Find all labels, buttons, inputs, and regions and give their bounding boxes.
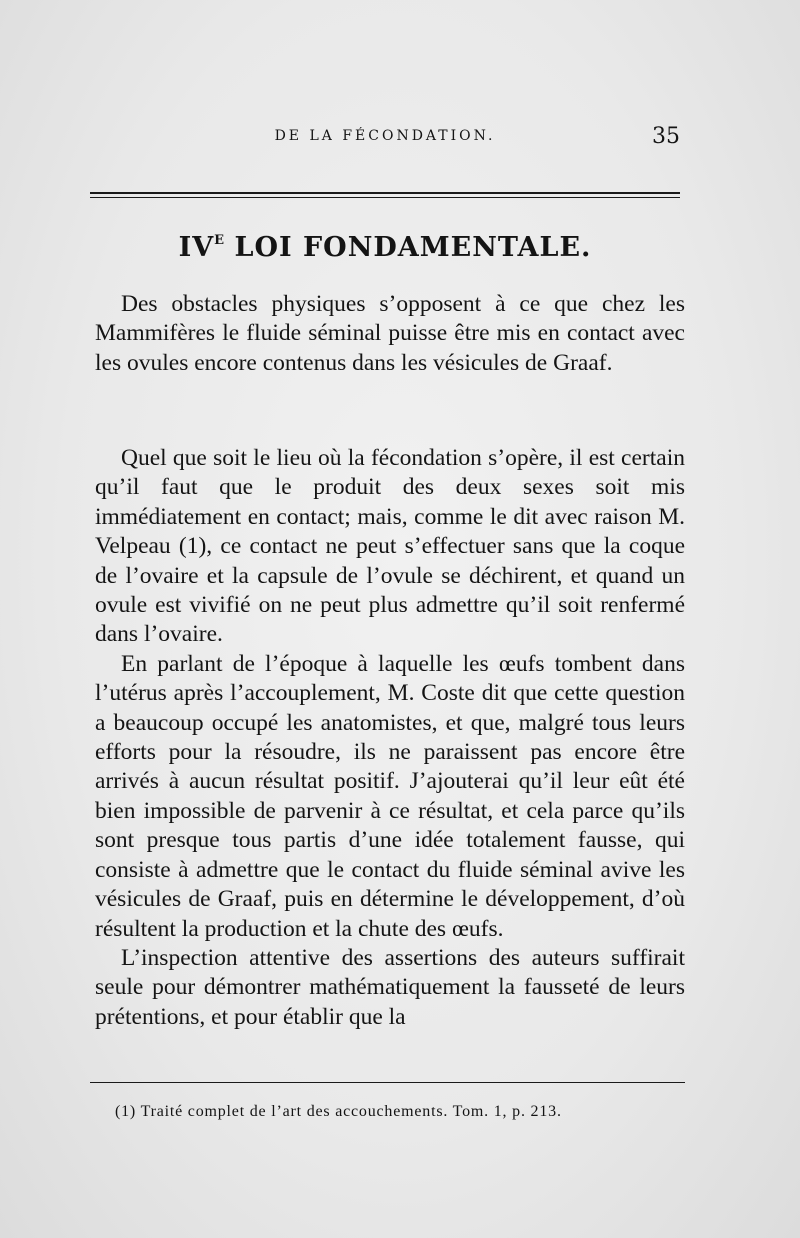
paragraph-1: Quel que soit le lieu où la fécondation s’opère, il est certain qu’il faut que le produit des deux sexes soit mis immédiatement en contact; mais, comme le dit avec raison M. Velpeau (1), ce contact ne peut s’effectuer sans que la coque de l’ovaire et la capsule de l’ovule se déchirent, et quand un ovule est vivifié on ne peut plus admettre qu’il soit renfermé dans l’ovaire.	[95, 445, 685, 648]
page-number: 35	[652, 124, 680, 149]
running-title: DE LA FÉCONDATION.	[274, 128, 496, 144]
law-statement	[95, 290, 685, 378]
section-title-text: LOI FONDAMENTALE.	[224, 232, 592, 263]
paragraph-2: En parlant de l’époque à laquelle les œufs tombent dans l’utérus après l’accouplement, M. Coste dit que cette question a beaucoup occupé les anatomistes, et que, malgré tous leurs efforts pour la résoudre, ils ne paraissent pas encore être arrivés à aucun résultat positif. J’ajouterai qu’il leur eût été bien impossible de parvenir à ce résultat, et cela parce qu’ils sont presque tous partis d’une idée totalement fausse, qui consiste à admettre que le contact du fluide séminal avive les vésicules de Graaf, puis en détermine le développement, d’où résultent la production et la chute des œufs.	[95, 650, 685, 942]
paragraph-3: L’inspection attentive des assertions des auteurs suffirait seule pour démontrer mathématiquement la fausseté de leurs prétentions, et pour établir que la	[95, 944, 685, 1030]
body-text	[95, 444, 685, 1032]
section-title-superscript: E	[214, 233, 225, 248]
section-title-numeral: IV	[178, 232, 215, 263]
section-title	[90, 232, 680, 263]
law-statement-text: Des obstacles physiques s’opposent à ce que chez les Mammifères le fluide séminal puisse être mis en contact avec les ovules encore contenus dans les vésicules de Graaf.	[95, 291, 685, 376]
page-header	[90, 124, 680, 154]
footnote-rule	[90, 1082, 685, 1083]
header-double-rule	[90, 192, 680, 198]
footnote: (1) Traité complet de l’art des accouchements. Tom. 1, p. 213.	[115, 1103, 562, 1120]
